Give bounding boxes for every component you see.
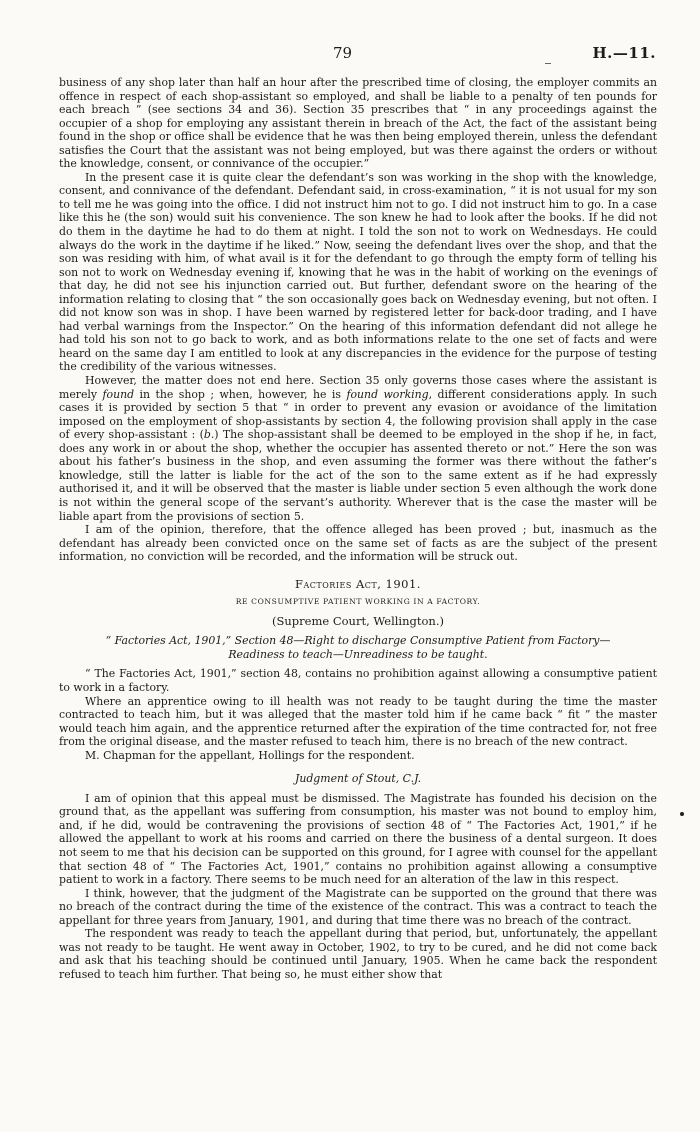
judgment-paragraph: I am of opinion that this appeal must be dismissed. The Magistrate has founded his decision on the ground that, as the appellant was suffering from consumption, his master was not bound to employ him, and, if he did, would be contravening the provisions of section 48 of “ The Factories Act, 1901,” if he allowed the appellant to work at his rooms and carried on there the business of a dental surgeon. It does not seem to me that his decision can be supported on this ground, for I agree with counsel for the appellant that section 48 of “ The Factories Act, 1901,” contains no prohibition against allowing a consumptive patient to work in a factory. There seems to be much need for an alteration of the law in this respect. xyxy=(59,791,657,887)
page-body xyxy=(59,76,657,981)
document-reference: H.—11. xyxy=(592,44,656,62)
paragraph: I am of the opinion, therefore, that the offence alleged has been proved ; but, inasmuch as the defendant has already been convicted once on the same set of facts as are the subject of the present information, no conviction will be recorded, and the information will be struck out. xyxy=(59,523,657,564)
page-number: 79 xyxy=(333,44,353,62)
judgment-paragraph: The respondent was ready to teach the appellant during that period, but, unfortunately, the appellant was not ready to be taught. He went away in October, 1902, to try to be cured, and he did not come back and ask that his teaching should be continued until January, 1905. When he came back the respondent refused to teach him further. That being so, he must either show that xyxy=(59,927,657,981)
case-rule: “ Factories Act, 1901,” Section 48—Right to discharge Consumptive Patient from Factory—Readiness to teach—Unreadiness to be taught. xyxy=(105,634,611,661)
court-name: (Supreme Court, Wellington.) xyxy=(272,613,444,628)
section-heading: Factories Act, 1901. xyxy=(295,576,421,591)
paragraph-continuation: business of any shop later than half an hour after the prescribed time of closing, the employer commits an offence in respect of each shop-assistant so employed, and shall be liable to a penalty of ten pounds for each breach ” (see sections 34 and 36). Section 35 prescribes that “ in any proceedings against the occupier of a shop for employing any assistant therein in breach of the Act, the fact of the assistant being found in the shop or office shall be evidence that he was then being employed therein, unless the defendant satisfies the Court that the assistant was not being employed, but was there against the orders or without the knowledge, consent, or connivance of the occupier.” xyxy=(59,76,657,171)
paragraph: However, the matter does not end here. Section 35 only governs those cases where the assistant is merely found in the shop ; when, however, he is found working, different considerations apply. In such cases it is provided by section 5 that “ in order to prevent any evasion or avoidance of the limitation imposed on the employment of shop-assistants by section 4, the following provision shall apply in the case of every shop-assistant : (b.) The shop-assistant shall be deemed to be employed in the shop if he, in fact, does any work in or about the shop, whether the occupier has assented thereto or not.” Here the son was about his father’s business in the shop, and even assuming the former was there without the father’s knowledge, still the latter is liable for the act of the son to the same extent as if he had expressly authorised it, and it will be observed that the master is liable under section 5 even although the work done is not within the general scope of the servant’s authority. Wherever that is the case the master will be liable apart from the provisions of section 5. xyxy=(59,374,658,523)
counsel-line: M. Chapman for the appellant, Hollings for the respondent. xyxy=(85,748,415,762)
judgment-heading: Judgment of Stout, C.J. xyxy=(294,772,422,786)
judgment-paragraph: I think, however, that the judgment of the Magistrate can be supported on the ground that there was no breach of the contract during the time of the existence of the contract. This was a contract to teach the appellant for three years from January, 1901, and during that time there was no breach of the contract. xyxy=(59,886,657,927)
summary-paragraph: “ The Factories Act, 1901,” section 48, contains no prohibition against allowing a consumptive patient to work in a factory. xyxy=(59,667,657,694)
ink-dot xyxy=(680,812,684,816)
summary-paragraph: Where an apprentice owing to ill health was not ready to be taught during the time the master contracted to teach him, but it was alleged that the master told him if he came back “ fit ” the master would teach him again, and the apprentice returned after the expiration of the time contracted for, not free from the original disease, and the master refused to teach him, there is no breach of the new contract. xyxy=(59,694,657,749)
paragraph: In the present case it is quite clear the defendant’s son was working in the shop with the knowledge, consent, and connivance of the defendant. Defendant said, in cross-examination, “ it is not usual for my son to tell me he was going into the office. I did not instruct him not to go. I did not instruct him to go. In a case like this he (the son) would suit his convenience. The son knew he had to look after the books. If he did not do them in the daytime he had to do them at night. I told the son not to work on Wednesdays. He could always do the work in the daytime if he liked.” Now, seeing the defendant lives over the shop, and that the son was residing with him, of what avail is it for the defendant to go through the empty form of telling his son not to work on Wednesday evening if, knowing that he was in the habit of working on the evenings of that day, he did not see his injunction carried out. But further, defendant swore on the hearing of the information relating to closing that “ the son occasionally goes back on Wednesday evening, but not often. I did not know son was in shop. I have been warned by registered letter for back-door trading, and I have had verbal warnings from the Inspector.” On the hearing of this information defendant did not allege he had told his son not to go back to work, and as both informations relate to the one set of facts and were heard on the same day I am entitled to look at any discrepancies in the evidence for the purpose of testing the credibility of the various witnesses. xyxy=(59,170,657,374)
ink-mark xyxy=(545,63,551,64)
section-subheading: RE CONSUMPTIVE PATIENT WORKING IN A FACTORY. xyxy=(235,597,481,607)
page-header xyxy=(0,44,700,66)
